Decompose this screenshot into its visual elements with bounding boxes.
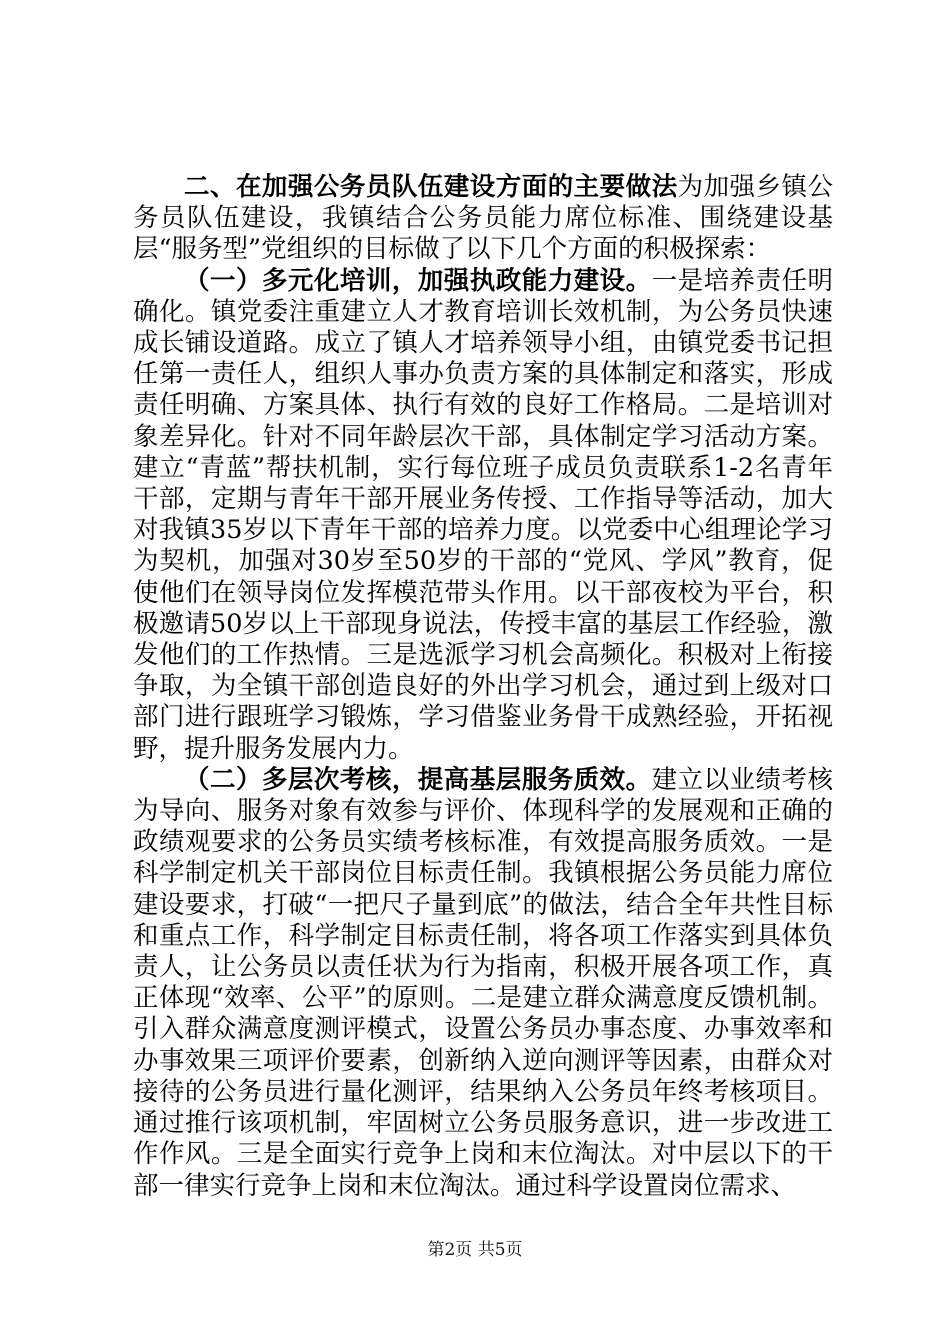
paragraph-text: 为加强乡镇公务员队伍建设，我镇结合公务员能力席位标准、围绕建设基层“服务型”党组织的目标做了以下几个方面的积极探索：	[133, 172, 833, 265]
paragraph-text: 建立以业绩考核为导向、服务对象有效参与评价、体现科学的发展观和正确的政绩观要求的公务员实绩考核标准，有效提高服务质效。一是科学制定机关干部岗位目标责任制。我镇根据公务员能力席位建设要求，打破“一把尺子量到底”的做法，结合全年共性目标和重点工作，科学制定目标责任制，将各项工作落实到具体负责人，让公务员以责任状为行为指南，积极开展各项工作，真正体现“效率、公平”的原则。二是建立群众满意度反馈机制。引入群众满意度测评模式，设置公务员办事态度、办事效率和办事效果三项评价要素，创新纳入逆向测评等因素，由群众对接待的公务员进行量化测评，结果纳入公务员年终考核项目。通过推行该项机制，牢固树立公务员服务意识，进一步改进工作作风。三是全面实行竞争上岗和末位淘汰。对中层以下的干部一律实行竞争上岗和末位淘汰。通过科学设置岗位需求、	[133, 764, 833, 1201]
paragraph-section-two	[133, 172, 833, 266]
paragraph-lead: （一）多元化培训，加强执政能力建设。	[184, 265, 652, 296]
paragraph-lead: （二）多层次考核，提高基层服务质效。	[184, 764, 652, 795]
document-body	[133, 172, 833, 1202]
paragraph-lead: 二、在加强公务员队伍建设方面的主要做法	[184, 172, 678, 202]
paragraph-assessment	[133, 765, 833, 1202]
page-footer: 第2页 共5页	[427, 1240, 523, 1260]
paragraph-training	[133, 266, 833, 765]
paragraph-text: 一是培养责任明确化。镇党委注重建立人才教育培训长效机制，为公务员快速成长铺设道路。成立了镇人才培养领导小组，由镇党委书记担任第一责任人，组织人事办负责方案的具体制定和落实，形成责任明确、方案具体、执行有效的良好工作格局。二是培训对象差异化。针对不同年龄层次干部，具体制定学习活动方案。建立“青蓝”帮扶机制，实行每位班子成员负责联系1-2名青年干部，定期与青年干部开展业务传授、工作指导等活动，加大对我镇35岁以下青年干部的培养力度。以党委中心组理论学习为契机，加强对30岁至50岁的干部的“党风、学风”教育，促使他们在领导岗位发挥模范带头作用。以干部夜校为平台，积极邀请50岁以上干部现身说法，传授丰富的基层工作经验，激发他们的工作热情。三是选派学习机会高频化。积极对上衔接争取，为全镇干部创造良好的外出学习机会，通过到上级对口部门进行跟班学习锻炼，学习借鉴业务骨干成熟经验，开拓视野，提升服务发展内力。	[133, 265, 833, 764]
